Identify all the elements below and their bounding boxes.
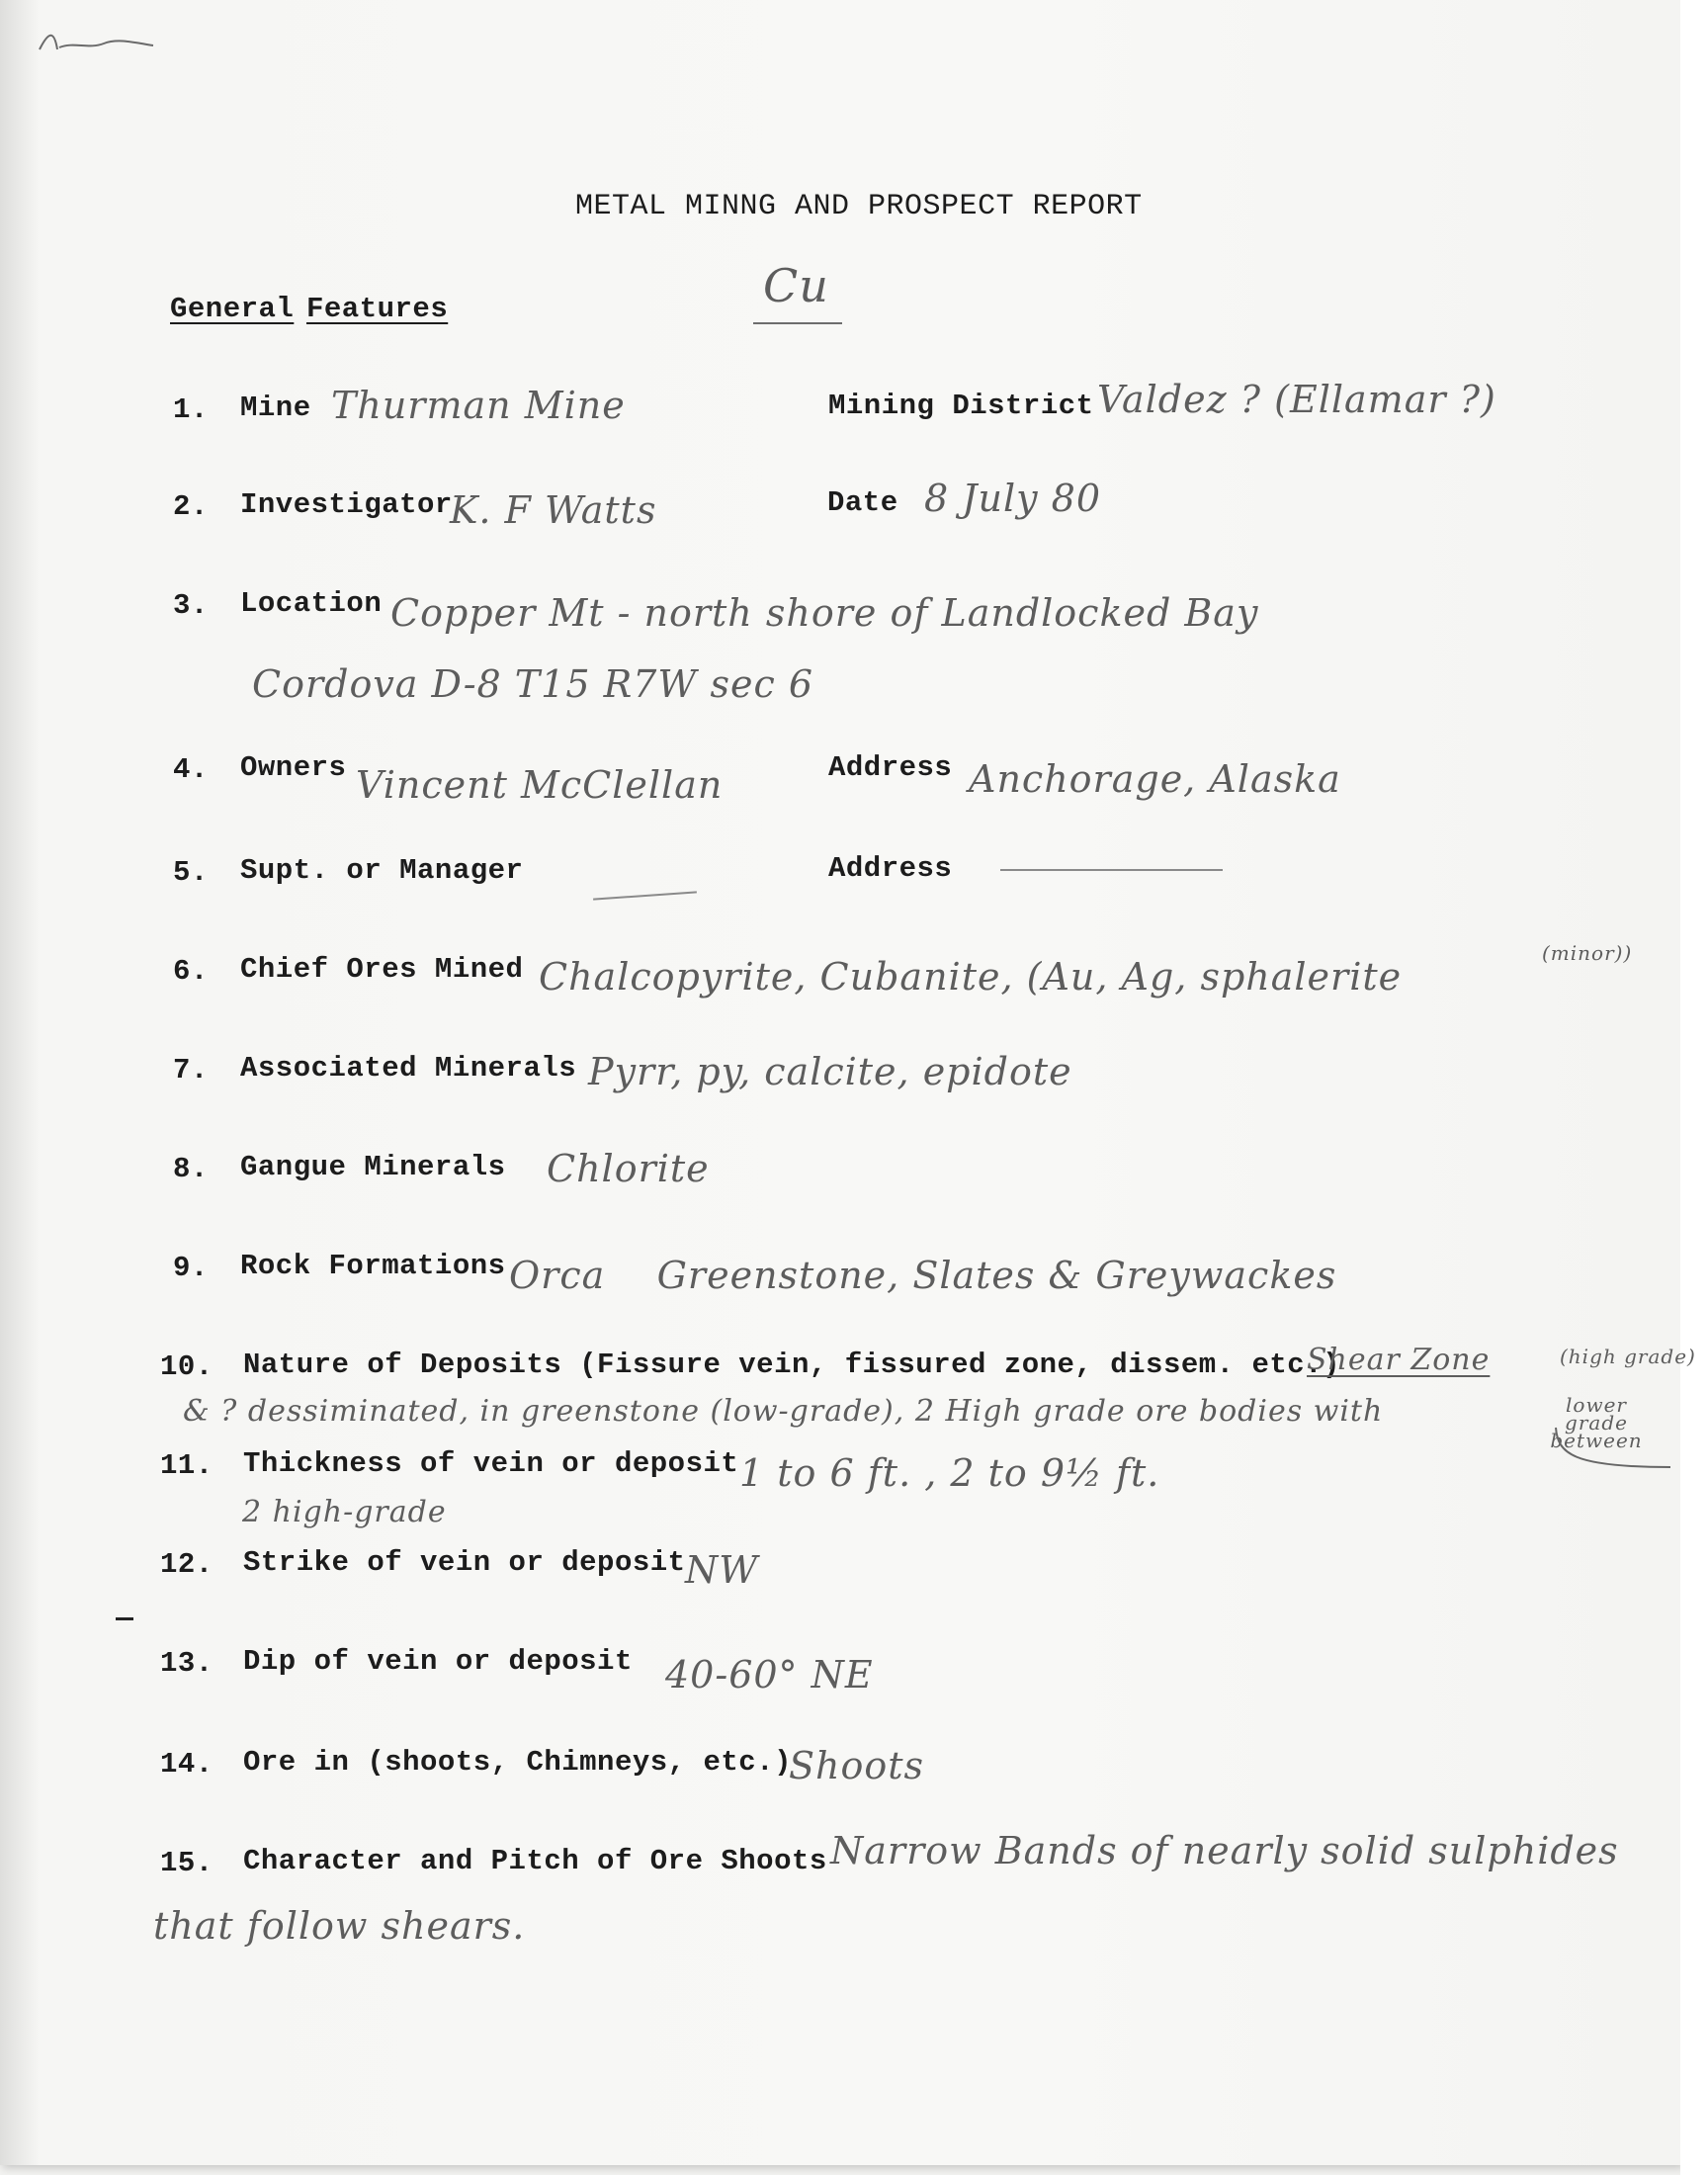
- item-2-label2: Date: [827, 486, 898, 519]
- item-3-value-line2: Cordova D-8 T15 R7W sec 6: [252, 662, 814, 706]
- report-title: METAL MINNG AND PROSPECT REPORT: [575, 190, 1143, 223]
- item-1-label2: Mining District: [828, 390, 1094, 422]
- item-11-label: Thickness of vein or deposit: [243, 1447, 739, 1480]
- item-5-label2: Address: [828, 852, 953, 885]
- scan-margin: [1680, 0, 1708, 2175]
- item-10-value: Shear Zone: [1307, 1343, 1491, 1377]
- item-15-value-line2: that follow shears.: [153, 1904, 526, 1948]
- commodity-handwritten: Cu: [763, 259, 829, 312]
- item-5-label: Supt. or Manager: [240, 854, 524, 887]
- item-10-label: Nature of Deposits (Fissure vein, fissured zone, dissem. etc.): [243, 1348, 1340, 1381]
- item-12-value: NW: [685, 1548, 759, 1592]
- item-13-number: 13.: [160, 1647, 214, 1680]
- item-15-label: Character and Pitch of Ore Shoots: [243, 1845, 827, 1877]
- item-3-number: 3.: [173, 589, 209, 622]
- item-2-value2: 8 July 80: [924, 477, 1102, 520]
- item-2-label: Investigator: [240, 488, 453, 521]
- item-11-value-line2: 2 high-grade: [242, 1495, 447, 1529]
- item-7-value: Pyrr, py, calcite, epidote: [588, 1050, 1072, 1093]
- item-11-number: 11.: [160, 1449, 214, 1482]
- item-8-value: Chlorite: [547, 1147, 710, 1190]
- item-7-number: 7.: [173, 1054, 209, 1087]
- section-heading-features: Features: [306, 293, 449, 325]
- item-10-number: 10.: [160, 1350, 214, 1383]
- item-3-value: Copper Mt - north shore of Landlocked Bay: [390, 591, 1259, 635]
- item-13-value: 40-60° NE: [665, 1653, 874, 1696]
- item-4-value2: Anchorage, Alaska: [969, 757, 1341, 801]
- item-15-value: Narrow Bands of nearly solid sulphides: [830, 1829, 1619, 1872]
- item-1-label: Mine: [240, 392, 311, 424]
- item-8-label: Gangue Minerals: [240, 1151, 506, 1183]
- item-11-value: 1 to 6 ft. , 2 to 9½ ft.: [739, 1451, 1160, 1495]
- item-6-value: Chalcopyrite, Cubanite, (Au, Ag, sphalerite: [539, 955, 1403, 999]
- item-12-label: Strike of vein or deposit: [243, 1546, 686, 1579]
- item-9-number: 9.: [173, 1252, 209, 1284]
- item-4-value: Vincent McClellan: [356, 763, 724, 807]
- item-13-label: Dip of vein or deposit: [243, 1645, 633, 1678]
- corner-scribble-icon: [30, 20, 158, 59]
- item-8-number: 8.: [173, 1153, 209, 1185]
- item-1-value: Thurman Mine: [331, 384, 626, 427]
- item-4-label2: Address: [828, 751, 953, 784]
- item-14-number: 14.: [160, 1748, 214, 1781]
- item-6-value-note: (minor)): [1542, 941, 1633, 965]
- item-14-value: Shoots: [789, 1744, 925, 1787]
- item-3-label: Location: [240, 587, 383, 620]
- item-2-value: K. F Watts: [450, 488, 657, 532]
- item-14-label: Ore in (shoots, Chimneys, etc.): [243, 1746, 792, 1779]
- item-10-value-line2-note: lower grade between: [1550, 1393, 1643, 1452]
- item-9-label: Rock Formations: [240, 1250, 506, 1282]
- margin-tick-mark: [116, 1617, 133, 1620]
- item-10-bracket-icon: [1552, 1424, 1675, 1473]
- item-7-label: Associated Minerals: [240, 1052, 577, 1085]
- item-10-value-note: (high grade): [1560, 1345, 1696, 1368]
- commodity-underline: [753, 322, 842, 324]
- item-1-value2: Valdez ? (Ellamar ?): [1097, 378, 1496, 421]
- item-6-number: 6.: [173, 955, 209, 988]
- item-12-number: 12.: [160, 1548, 214, 1581]
- item-1-number: 1.: [173, 393, 209, 426]
- item-15-number: 15.: [160, 1847, 214, 1879]
- section-heading-general: General: [170, 293, 295, 325]
- item-4-number: 4.: [173, 753, 209, 786]
- item-2-number: 2.: [173, 490, 209, 523]
- item-5-value2-dash: [1000, 869, 1223, 871]
- item-5-number: 5.: [173, 856, 209, 889]
- item-6-label: Chief Ores Mined: [240, 953, 524, 986]
- item-9-value: Orca Greenstone, Slates & Greywackes: [509, 1254, 1337, 1297]
- item-10-value-line2: & ? dessiminated, in greenstone (low-grade), 2 High grade ore bodies with: [183, 1394, 1384, 1429]
- item-4-label: Owners: [240, 751, 347, 784]
